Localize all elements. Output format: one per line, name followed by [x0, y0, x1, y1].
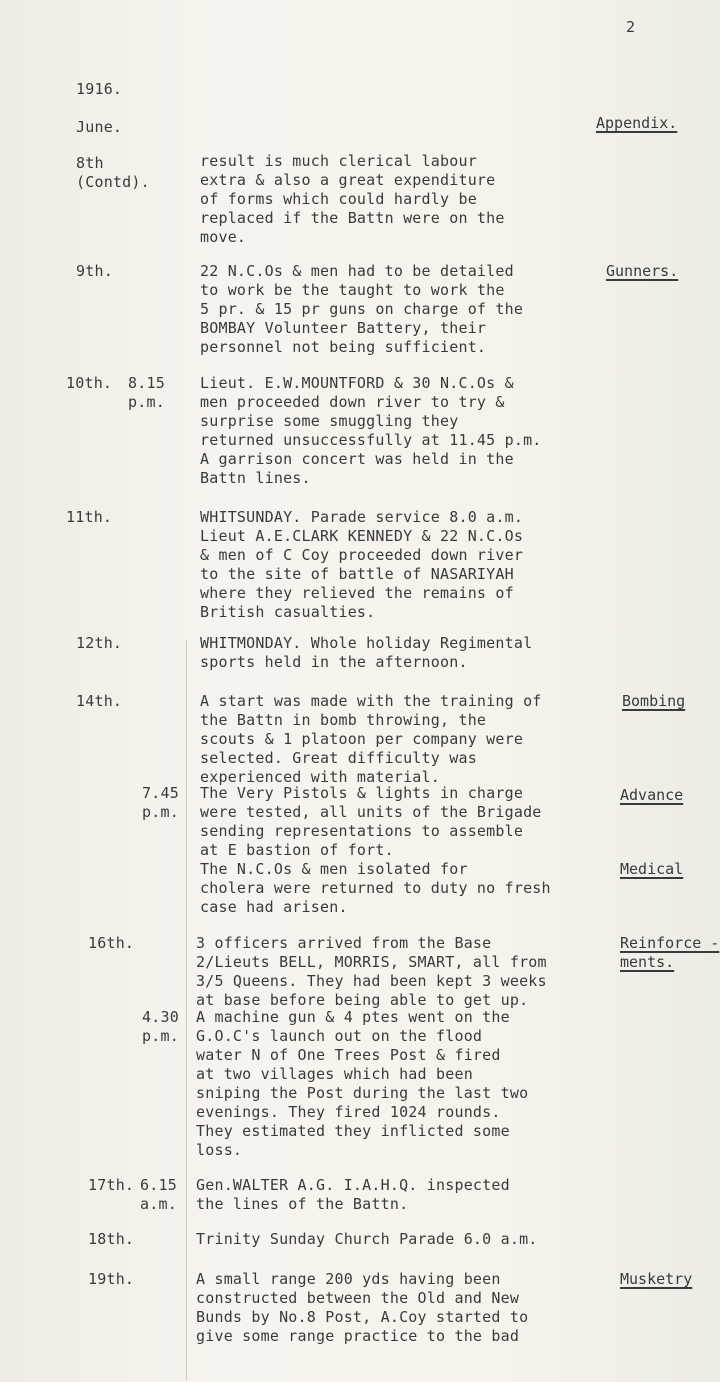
entry-date: 10th. — [66, 374, 113, 392]
entry-time: 8.15 p.m. — [128, 374, 165, 411]
entry-date: 12th. — [76, 634, 123, 652]
entry-time: 7.45 p.m. — [142, 784, 179, 821]
month-heading: June. — [76, 118, 123, 136]
margin-note: Bombing — [622, 692, 686, 710]
entry-date: 11th. — [66, 508, 113, 526]
entry-date: 9th. — [76, 262, 113, 280]
year-heading: 1916. — [76, 80, 123, 98]
entry-date: 19th. — [88, 1270, 135, 1288]
entry-date: 18th. — [88, 1230, 135, 1248]
entry-text: Trinity Sunday Church Parade 6.0 a.m. — [196, 1230, 538, 1248]
page-number: 2 — [626, 18, 636, 36]
margin-note: Medical — [620, 860, 684, 878]
entry-text: A start was made with the training of the Battn in bomb throwing, the scouts & 1 platoon per company were selected. Great difficulty was experienced with material. — [200, 692, 542, 786]
entry-text: A machine gun & 4 ptes went on the G.O.C's launch out on the flood water N of One Trees Post & fired at two villages which had been sniping the Post during the last two evenings. They fired 1024 rounds. They estimated they inflicted some loss. — [196, 1008, 529, 1159]
margin-note: Advance — [620, 786, 684, 804]
entry-date: 17th. — [88, 1176, 135, 1194]
entry-text: Gen.WALTER A.G. I.A.H.Q. inspected the lines of the Battn. — [196, 1176, 510, 1213]
margin-rule — [186, 640, 187, 1380]
entry-text: Lieut. E.W.MOUNTFORD & 30 N.C.Os & men proceeded down river to try & surprise some smuggling they returned unsuccessfully at 11.45 p.m. A garrison concert was held in the Battn lines. — [200, 374, 542, 487]
entry-date: 16th. — [88, 934, 135, 952]
entry-date: 8th (Contd). — [76, 154, 150, 191]
entry-text: WHITSUNDAY. Parade service 8.0 a.m. Lieut A.E.CLARK KENNEDY & 22 N.C.Os & men of C Coy proceeded down river to the site of battle of NASARIYAH where they relieved the remains of British casualties. — [200, 508, 524, 621]
entry-text: A small range 200 yds having been constructed between the Old and New Bunds by No.8 Post, A.Coy started to give some range practice to the bad — [196, 1270, 529, 1345]
margin-note: Reinforce - ments. — [620, 934, 720, 971]
entry-text: The Very Pistols & lights in charge were tested, all units of the Brigade sending representations to assemble at E bastion of fort. — [200, 784, 542, 859]
entry-text: WHITMONDAY. Whole holiday Regimental sports held in the afternoon. — [200, 634, 533, 671]
entry-text: result is much clerical labour extra & also a great expenditure of forms which could hardly be replaced if the Battn were on the move. — [200, 152, 505, 246]
entry-time: 4.30 p.m. — [142, 1008, 179, 1045]
entry-text: The N.C.Os & men isolated for cholera were returned to duty no fresh case had arisen. — [200, 860, 551, 916]
entry-text: 3 officers arrived from the Base 2/Lieuts BELL, MORRIS, SMART, all from 3/5 Queens. They had been kept 3 weeks at base before being able to get up. — [196, 934, 547, 1009]
appendix-header: Appendix. — [596, 114, 678, 132]
entry-date: 14th. — [76, 692, 123, 710]
margin-note: Musketry — [620, 1270, 693, 1288]
entry-time: 6.15 a.m. — [140, 1176, 177, 1213]
margin-note: Gunners. — [606, 262, 679, 280]
entry-text: 22 N.C.Os & men had to be detailed to work be the taught to work the 5 pr. & 15 pr guns on charge of the BOMBAY Volunteer Battery, their personnel not being sufficient. — [200, 262, 524, 356]
